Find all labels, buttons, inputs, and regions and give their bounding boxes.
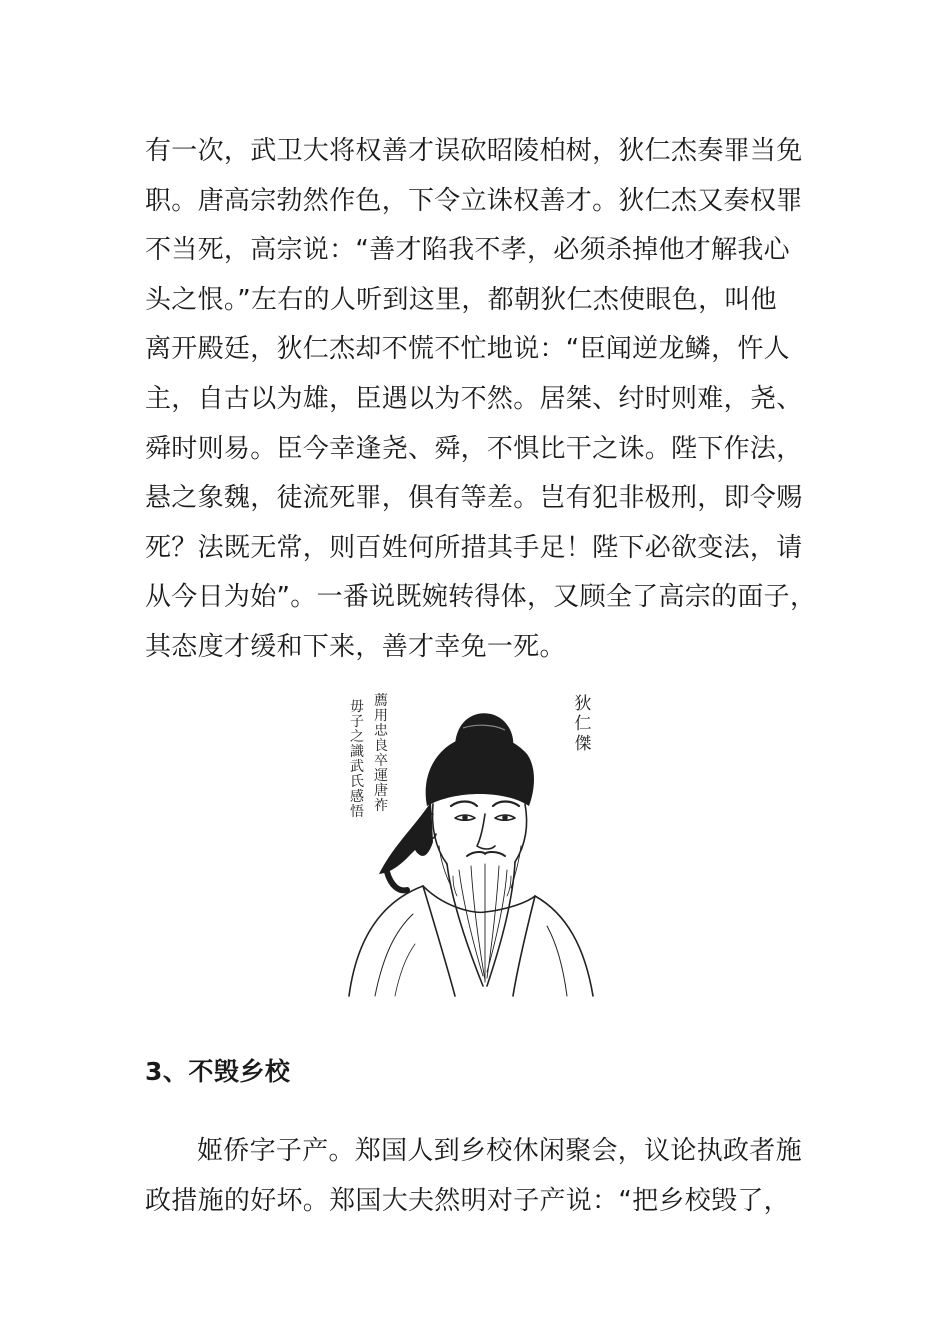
text-line: 头之恨。”左右的人听到这里，都朝狄仁杰使眼色，叫他: [145, 284, 777, 315]
text-line: 职。唐高宗勃然作色，下令立诛权善才。狄仁杰又奏权罪: [145, 185, 803, 216]
text-line: 离开殿廷，狄仁杰却不慌不忙地说：“臣闻逆龙鳞，忤人: [145, 334, 790, 365]
text-line: 死？法既无常，则百姓何所措其手足！陛下必欲变法，请: [145, 532, 803, 563]
text-line: 其态度才缓和下来，善才幸免一死。: [145, 631, 566, 662]
text-line: 有一次，武卫大将权善才误砍昭陵柏树，狄仁杰奏罪当免: [145, 136, 803, 166]
section-heading: 3、不毁乡校: [145, 1057, 291, 1086]
caption-column-1: 毋子之識武氏感悟: [350, 699, 364, 820]
text-line: 不当死，高宗说：“善才陷我不孝，必须杀掉他才解我心: [145, 235, 790, 266]
text-line: 悬之象魏，徒流死罪，俱有等差。岂有犯非极刑，即令赐: [145, 483, 803, 514]
text-line: 政措施的好坏。郑国大夫然明对子产说：“把乡校毁了，: [145, 1185, 790, 1216]
section-paragraph: [145, 1127, 815, 1226]
name-inscription: 狄仁傑: [574, 694, 592, 754]
caption-column-2: 薦用忠良卒運唐祚: [374, 693, 388, 814]
story-paragraph: [145, 127, 815, 673]
text-line: 从今日为始”。一番说既婉转得体，又顾全了高宗的面子，: [145, 582, 817, 613]
text-line: 姬侨字子产。郑国人到乡校休闲聚会，议论执政者施: [197, 1136, 802, 1166]
text-line: 主，自古以为雄，臣遇以为不然。居桀、纣时则难，尧、: [145, 383, 803, 414]
di-renjie-portrait: [335, 686, 610, 1000]
text-line: 舜时则易。臣今幸逢尧、舜，不惧比干之诛。陛下作法，: [145, 433, 803, 464]
